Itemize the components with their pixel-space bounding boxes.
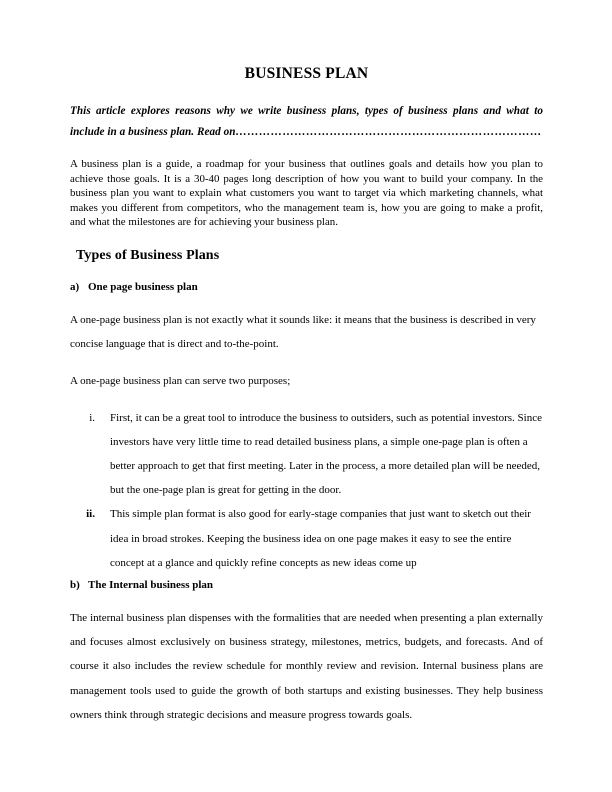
dotted-leader: …………………………………………………………………… — [235, 125, 543, 138]
list-marker-b: b) — [70, 579, 80, 591]
list-label-b: The Internal business plan — [88, 579, 214, 591]
list-item-i — [70, 406, 543, 503]
intro-paragraph: A business plan is a guide, a roadmap for your business that outlines goals and details how you plan to achieve those goals. It is a 30-40 pages long description of how you want to build your company. In the business plan you want to explain what customers you want to target via which marketing channels, what makes you different from competitors, who the management team is, how you are going to make a profit, and what the milestones are for achieving your business plan. — [70, 158, 543, 229]
paragraph-a-1: A one-page business plan is not exactly what it sounds like: it means that the business is described in very concise language that is direct and to-the-point. — [70, 313, 536, 351]
paragraph-b-1: The internal business plan dispenses with the formalities that are needed when presenting a plan externally and focuses almost exclusively on business strategy, milestones, metrics, budgets, and forecasts. And of course it also includes the review schedule for monthly review and revision. Internal business plans are management tools used to guide the growth of both startups and existing businesses. They help business owners think through strategic decisions and measure progress towards goals. — [70, 612, 543, 721]
list-text-ii: This simple plan format is also good for early-stage companies that just want to sketch out their idea in broad strokes. Keeping the business idea on one page makes it easy to see the entire concept at a glance and quickly refine concepts as new ideas come up — [110, 508, 531, 569]
lede-text: This article explores reasons why we write business plans, types of business plans and what to include in a business plan. Read on — [70, 105, 543, 138]
list-label-a: One page business plan — [88, 280, 198, 293]
list-item-a — [70, 279, 543, 295]
lede-paragraph — [70, 101, 543, 142]
paragraph-a-2: A one-page business plan can serve two purposes; — [70, 375, 291, 388]
list-marker-ii: ii. — [86, 508, 95, 521]
list-marker-i: i. — [89, 411, 95, 424]
roman-list-a — [70, 406, 543, 575]
list-item-b — [70, 577, 543, 593]
list-item-ii — [70, 502, 543, 575]
page-title: BUSINESS PLAN — [244, 65, 369, 82]
list-text-i: First, it can be a great tool to introduce the business to outsiders, such as potential investors. Since investors have very little time to read detailed business plans, a simple one-page plan is often a better approach to get that first meeting. Later in the process, a more detailed plan will be needed, but the one-page plan is great for getting in the door. — [110, 411, 542, 497]
section-heading-types-of-business-plans: Types of Business Plans — [76, 247, 220, 263]
list-marker-a: a) — [70, 280, 80, 293]
